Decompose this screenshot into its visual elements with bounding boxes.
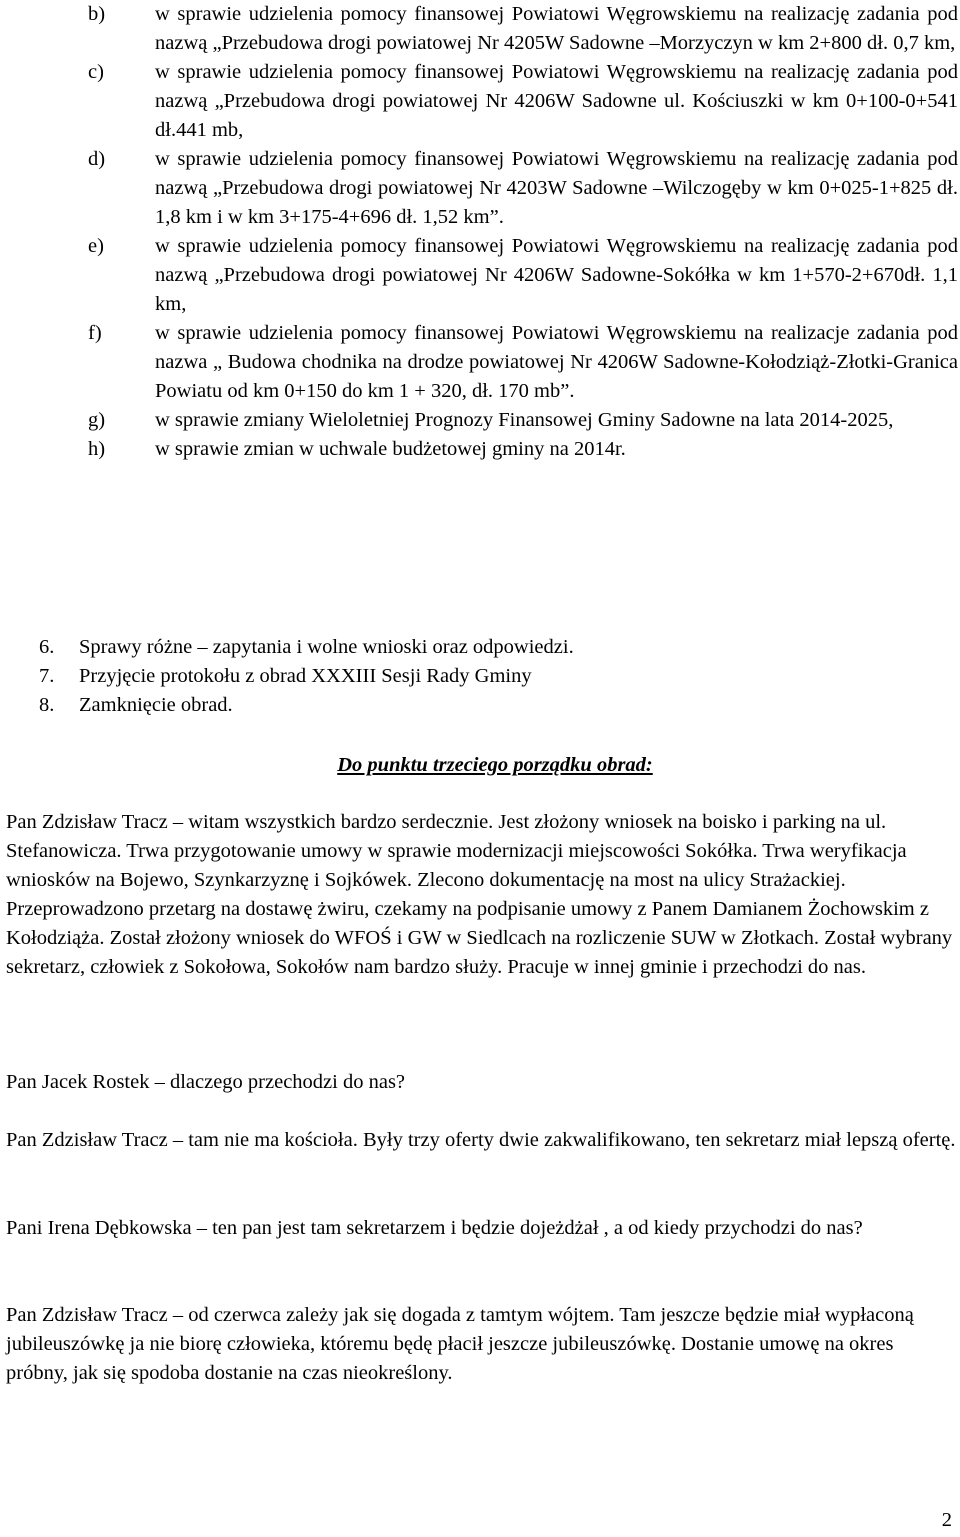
section-heading: Do punktu trzeciego porządku obrad: [337, 754, 653, 776]
subitem-text: w sprawie udzielenia pomocy finansowej Powiatowi Węgrowskiemu na realizację zadania pod nazwą „Przebudowa drogi powiatowej Nr 4206W Sadowne-Sokółka w km 1+570-2+670dł. 1,1 km, [155, 235, 958, 315]
subitem-text: w sprawie zmiany Wieloletniej Prognozy Finansowej Gminy Sadowne na lata 2014-2025, [155, 409, 894, 431]
agenda-item-number: 6. [39, 636, 55, 658]
subitem-letter: h) [88, 438, 106, 460]
agenda-subitem-b [88, 0, 958, 58]
agenda-subitem-d [88, 145, 958, 232]
subitem-text: w sprawie zmian w uchwale budżetowej gminy na 2014r. [155, 438, 626, 460]
paragraph-rostek-question: Pan Jacek Rostek – dlaczego przechodzi do nas? [6, 1071, 406, 1093]
agenda-item-8 [39, 691, 939, 720]
subitem-text: w sprawie udzielenia pomocy finansowej Powiatowi Węgrowskiemu na realizację zadania pod nazwą „Przebudowa drogi powiatowej Nr 4203W Sadowne –Wilczogęby w km 0+025-1+825 dł. 1,8 km i w km 3+175-4+696 dł. 1,52 km”. [155, 148, 958, 228]
subitem-letter: e) [88, 235, 104, 257]
paragraph-debkowska-question: Pani Irena Dębkowska – ten pan jest tam sekretarzem i będzie dojeżdżał , a od kiedy przychodzi do nas? [6, 1217, 863, 1239]
agenda-items-list [39, 633, 939, 720]
paragraph-tracz-reply: Pan Zdzisław Tracz – od czerwca zależy jak się dogada z tamtym wójtem. Tam jeszcze będzie miał wypłaconą jubileuszówkę ja nie biorę człowieka, któremu będę płacił jeszcze jubileuszówkę. Dostanie umowę na okres próbny, jak się spodoba dostanie na czas nieokreślony. [6, 1304, 914, 1384]
subitem-letter: g) [88, 409, 106, 431]
agenda-item-7 [39, 662, 939, 691]
subitem-letter: c) [88, 61, 104, 83]
agenda-item-6 [39, 633, 939, 662]
page-number: 2 [941, 1509, 952, 1531]
agenda-item-text: Sprawy różne – zapytania i wolne wnioski oraz odpowiedzi. [79, 636, 574, 658]
subitem-text: w sprawie udzielenia pomocy finansowej Powiatowi Węgrowskiemu na realizację zadania pod nazwą „Przebudowa drogi powiatowej Nr 4205W Sadowne –Morzyczyn w km 2+800 dł. 0,7 km, [155, 3, 958, 54]
agenda-item-text: Zamknięcie obrad. [79, 694, 233, 716]
subitem-letter: f) [88, 322, 102, 344]
paragraph-tracz-answer: Pan Zdzisław Tracz – tam nie ma kościoła. Były trzy oferty dwie zakwalifikowano, ten sekretarz miał lepszą ofertę. [6, 1129, 956, 1151]
agenda-subitems-list [88, 0, 958, 464]
agenda-subitem-e [88, 232, 958, 319]
agenda-subitem-f [88, 319, 958, 406]
subitem-letter: b) [88, 3, 106, 25]
subitem-text: w sprawie udzielenia pomocy finansowej Powiatowi Węgrowskiemu na realizację zadania pod nazwą „Przebudowa drogi powiatowej Nr 4206W Sadowne ul. Kościuszki w km 0+100-0+541 dł.441 mb, [155, 61, 958, 141]
agenda-item-text: Przyjęcie protokołu z obrad XXXIII Sesji Rady Gminy [79, 665, 532, 687]
paragraph-tracz-report: Pan Zdzisław Tracz – witam wszystkich bardzo serdecznie. Jest złożony wniosek na boisko i parking na ul. Stefanowicza. Trwa przygotowanie umowy w sprawie modernizacji miejscowości Sokółka. Trwa weryfikacja wniosków na Bojewo, Szynkarzyznę i Sojkówek. Zlecono dokumentację na most na ulicy Strażackiej. Przeprowadzono przetarg na dostawę żwiru, czekamy na podpisanie umowy z Panem Damianem Żochowskim z Kołodziąża. Został złożony wniosek do WFOŚ i GW w Siedlcach na rozliczenie SUW w Złotkach. Został wybrany sekretarz, człowiek z Sokołowa, Sokołów nam bardzo służy. Pracuje w innej gminie i przechodzi do nas. [6, 811, 953, 978]
agenda-item-number: 8. [39, 694, 55, 716]
agenda-subitem-g [88, 406, 958, 435]
agenda-subitem-c [88, 58, 958, 145]
subitem-letter: d) [88, 148, 106, 170]
subitem-text: w sprawie udzielenia pomocy finansowej Powiatowi Węgrowskiemu na realizacje zadania pod nazwa „ Budowa chodnika na drodze powiatowej Nr 4206W Sadowne-Kołodziąż-Złotki-Granica Powiatu od km 0+150 do km 1 + 320, dł. 170 mb”. [155, 322, 958, 402]
agenda-item-number: 7. [39, 665, 55, 687]
agenda-subitem-h [88, 435, 958, 464]
